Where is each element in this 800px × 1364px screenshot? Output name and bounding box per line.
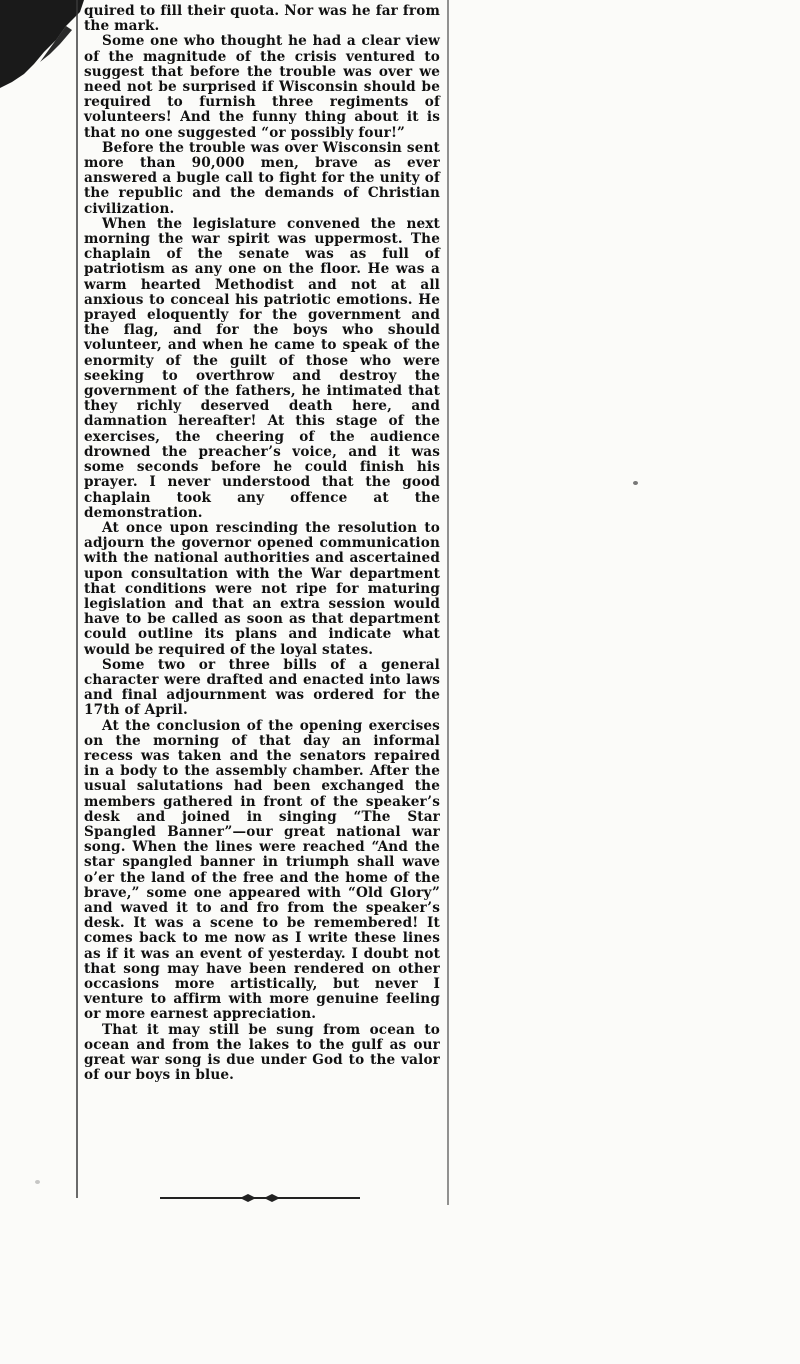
article-paragraph: Before the trouble was over Wisconsin sent more than 90,000 men, brave as ever answered a bugle call to fight for the unity of the republic and the demands of Christian civilization. bbox=[84, 139, 440, 217]
column-rule-left bbox=[76, 0, 78, 1198]
print-speck bbox=[633, 481, 638, 485]
print-speck bbox=[35, 1180, 40, 1184]
article-paragraph: Some one who thought he had a clear view of the magnitude of the crisis ventured to suggest that before the trouble was over we need not be surprised if Wisconsin should be required to furnish three regiments of volunteers! And the funny thing about it is that no one suggested “or possibly four!” bbox=[84, 33, 440, 141]
article-paragraph: That it may still be sung from ocean to ocean and from the lakes to the gulf as our great war song is due under God to the valor of our boys in blue. bbox=[84, 1021, 440, 1084]
article-paragraph: quired to fill their quota. Nor was he far from the mark. bbox=[84, 3, 440, 35]
article-column bbox=[84, 4, 440, 1083]
end-of-article-rule bbox=[160, 1193, 360, 1203]
article-paragraph: At the conclusion of the opening exercises on the morning of that day an informal recess was taken and the senators repaired in a body to the assembly chamber. After the usual salutations had been exchanged the members gathered in front of the speaker’s desk and joined in singing “The Star Spangled Banner”—our great national war song. When the lines were reached “And the star spangled banner in triumph shall wave o’er the land of the free and the home of the brave,” some one appeared with “Old Glory” and waved it to and fro from the speaker’s desk. It was a scene to be remembered! It comes back to me now as I write these lines as if it was an event of yesterday. I doubt not that song may have been rendered on other occasions more artistically, but never I venture to affirm with more genuine feeling or more earnest appreciation. bbox=[84, 717, 440, 1023]
column-rule-right bbox=[447, 0, 449, 1205]
article-paragraph: Some two or three bills of a general character were drafted and enacted into laws and final adjournment was ordered for the 17th of April. bbox=[84, 656, 440, 719]
article-paragraph: At once upon rescinding the resolution to adjourn the governor opened communication with the national authorities and ascertained upon consultation with the War department that conditions were not ripe for maturing legislation and that an extra session would have to be called as soon as that department could outline its plans and indicate what would be required of the loyal states. bbox=[84, 519, 440, 658]
article-paragraph: When the legislature convened the next morning the war spirit was uppermost. The chaplain of the senate was as full of patriotism as any one on the floor. He was a warm hearted Methodist and not at all anxious to conceal his patriotic emotions. He prayed eloquently for the government and the flag, and for the boys who should volunteer, and when he came to speak of the enormity of the guilt of those who were seeking to overthrow and destroy the government of the fathers, he intimated that they richly deserved death here, and damnation hereafter! At this stage of the exercises, the cheering of the audience drowned the preacher’s voice, and it was some seconds before he could finish his prayer. I never understood that the good chaplain took any offence at the demonstration. bbox=[84, 215, 440, 521]
